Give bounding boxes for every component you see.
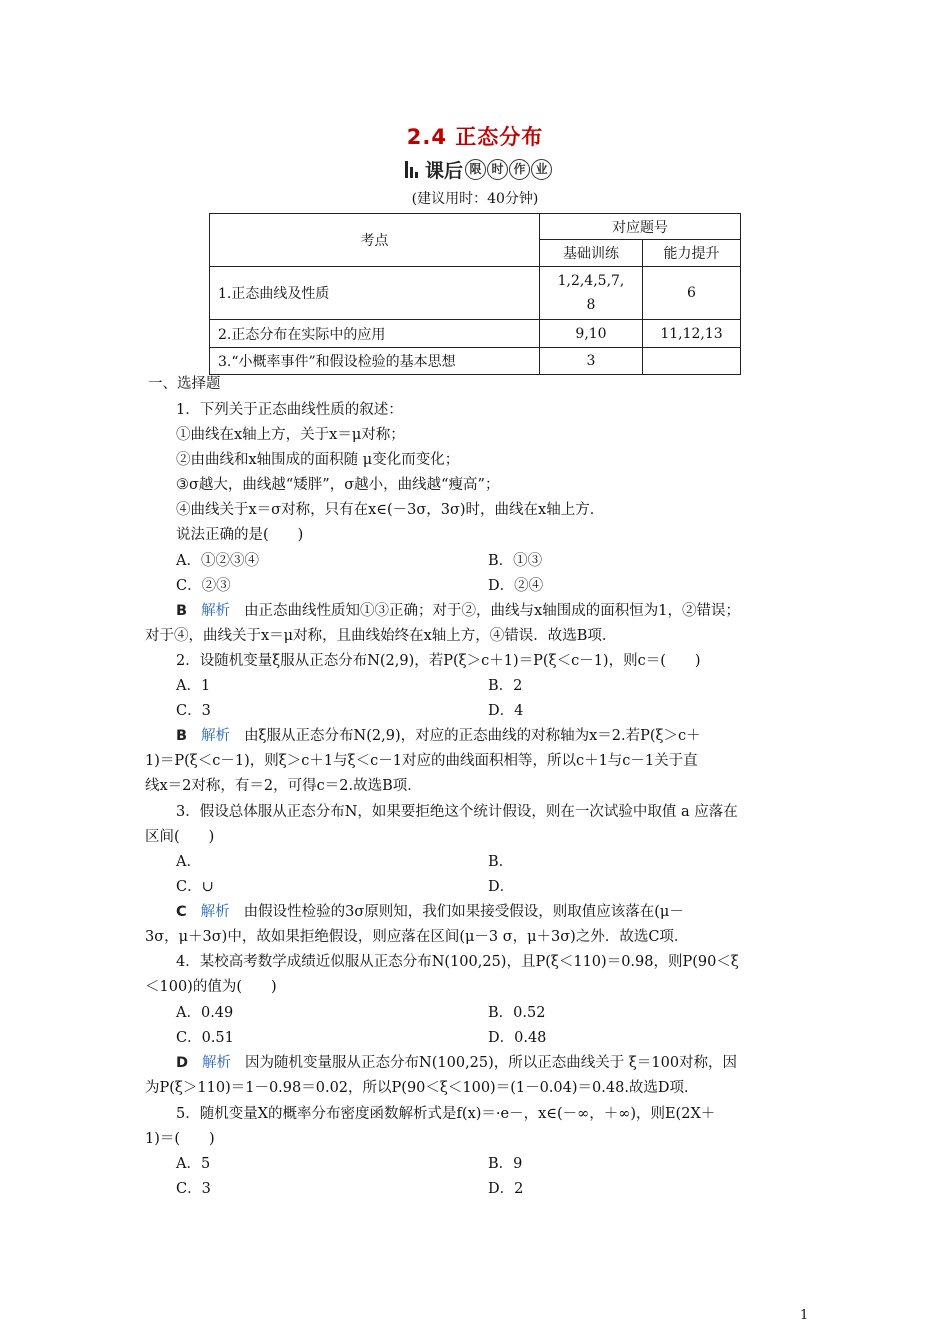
q5-option-b: B．9 [488, 1156, 523, 1172]
topic-cell: 2.正态分布在实际中的应用 [210, 320, 540, 348]
ability-cell: 6 [643, 267, 741, 320]
q4-solution-cont: 为P(ξ＞110)＝1－0.98＝0.02，所以P(90＜ξ＜100)＝(1－0.04)＝0.48.故选D项． [145, 1080, 699, 1096]
banner-char: 限 [465, 159, 486, 180]
q3-solution [176, 902, 684, 922]
topic-table [209, 213, 741, 375]
q2-solution [176, 726, 701, 746]
q1-option-b: B．①③ [488, 553, 543, 569]
q2-option-b: B．2 [488, 678, 523, 694]
header-ability: 能力提升 [643, 240, 741, 267]
bar-chart-icon [405, 160, 420, 178]
q5-option-d: D．2 [488, 1181, 524, 1197]
header-question-numbers: 对应题号 [540, 214, 741, 240]
q2-answer: B [176, 728, 188, 744]
q1-solution-text: 由正态曲线性质知①③正确；对于②，曲线与x轴围成的面积恒为1，②错误； [244, 603, 740, 619]
q4-option-d: D．0.48 [488, 1030, 547, 1046]
basic-cell [540, 267, 643, 320]
q1-statement: ④曲线关于x＝σ对称，只有在x∈(－3σ，3σ)时，曲线在x轴上方． [176, 502, 605, 518]
banner-label: 课后 [425, 159, 464, 182]
q5-stem-cont: 1)＝( ) [145, 1131, 215, 1147]
time-note: (建议用时：40分钟) [411, 191, 539, 207]
q4-option-c: C．0.51 [176, 1030, 234, 1046]
basic-cell-line: 1,2,4,5,7, [557, 273, 625, 289]
q4-option-b: B．0.52 [488, 1005, 546, 1021]
q4-answer: D [176, 1055, 189, 1071]
q1-statement: ①曲线在x轴上方，关于x＝μ对称； [176, 427, 405, 443]
q3-analysis-label: 解析 [200, 904, 230, 920]
q2-option-a: A．1 [176, 678, 211, 694]
q3-answer: C [176, 904, 187, 920]
homework-banner [405, 156, 553, 182]
page-number: 1 [800, 1308, 809, 1323]
q1-stem: 1．下列关于正态曲线性质的叙述： [176, 402, 403, 418]
q4-solution-text: 因为随机变量服从正态分布N(100,25)，所以正态曲线关于 ξ＝100对称，因 [245, 1055, 738, 1071]
q3-stem-cont: 区间( ) [145, 829, 215, 845]
q2-solution-cont: 1)＝P(ξ＜c－1)，则ξ＞c＋1与ξ＜c－1对应的曲线面积相等，所以c＋1与c－1关于直 [145, 753, 698, 769]
q3-stem: 3．假设总体服从正态分布N，如果要拒绝这个统计假设，则在一次试验中取值 a 应落在 [176, 804, 738, 820]
page-title: 2.4 正态分布 [406, 125, 544, 149]
q1-answer: B [176, 603, 188, 619]
banner-char: 时 [487, 159, 508, 180]
basic-cell: 9,10 [540, 320, 643, 348]
q3-solution-text: 由假设性检验的3σ原则知，我们如果接受假设，则取值应该落在(μ－ [243, 904, 684, 920]
q5-option-c: C．3 [176, 1181, 211, 1197]
topic-cell: 3.“小概率事件”和假设检验的基本思想 [210, 348, 540, 375]
header-basic: 基础训练 [540, 240, 643, 267]
q4-analysis-label: 解析 [202, 1055, 232, 1071]
q1-analysis-label: 解析 [201, 603, 231, 619]
q2-solution-text: 由ξ服从正态分布N(2,9)，对应的正态曲线的对称轴为x＝2.若P(ξ＞c＋ [244, 728, 701, 744]
q2-stem: 2．设随机变量ξ服从正态分布N(2,9)，若P(ξ＞c＋1)＝P(ξ＜c－1)，则c＝( ) [176, 653, 701, 669]
q1-solution-cont: 对于④，曲线关于x＝μ对称，且曲线始终在x轴上方，④错误．故选B项． [145, 628, 617, 644]
q2-option-d: D．4 [488, 703, 524, 719]
q2-solution-cont: 线x＝2对称，有＝2，可得c＝2.故选B项． [145, 778, 422, 794]
q1-option-c: C．②③ [176, 578, 231, 594]
section-heading: 一、选择题 [148, 376, 221, 392]
q4-stem: 4．某校高考数学成绩近似服从正态分布N(100,25)，且P(ξ＜110)＝0.98，则P(90＜ξ [176, 954, 739, 970]
q5-option-a: A．5 [176, 1156, 211, 1172]
q3-solution-cont: 3σ，μ＋3σ)中，故如果拒绝假设，则应落在区间(μ－3 σ，μ＋3σ)之外．故选C项． [145, 929, 689, 945]
q1-statement: ③σ越大，曲线越“矮胖”，σ越小，曲线越“瘦高”； [176, 477, 500, 493]
q3-option-d: D． [488, 879, 515, 895]
q1-solution [176, 601, 740, 621]
q3-option-b: B． [488, 854, 514, 870]
table-row [210, 320, 741, 348]
basic-cell: 3 [540, 348, 643, 375]
table-row [210, 348, 741, 375]
banner-char: 业 [531, 159, 552, 180]
q3-option-c: C．∪ [176, 879, 214, 895]
q1-ask: 说法正确的是( ) [176, 527, 304, 543]
header-kaodian: 考点 [210, 214, 540, 267]
q4-solution [176, 1053, 737, 1073]
q1-statement: ②由曲线和x轴围成的面积随 μ变化而变化； [176, 452, 460, 468]
banner-char: 作 [509, 159, 530, 180]
q5-stem: 5．随机变量X的概率分布密度函数解析式是f(x)＝·e－，x∈(－∞，＋∞)，则E(2X＋ [176, 1106, 716, 1122]
q4-stem-cont: ＜100)的值为( ) [145, 979, 277, 995]
q3-option-a: A． [176, 854, 201, 870]
topic-cell: 1.正态曲线及性质 [210, 267, 540, 320]
ability-cell [643, 348, 741, 375]
q2-option-c: C．3 [176, 703, 211, 719]
q1-option-a: A．①②③④ [176, 553, 259, 569]
q4-option-a: A．0.49 [176, 1005, 234, 1021]
banner-circled-label [465, 159, 553, 180]
table-row [210, 267, 741, 320]
basic-cell-line: 8 [586, 297, 596, 313]
ability-cell: 11,12,13 [643, 320, 741, 348]
q2-analysis-label: 解析 [201, 728, 231, 744]
q1-option-d: D．②④ [488, 578, 544, 594]
